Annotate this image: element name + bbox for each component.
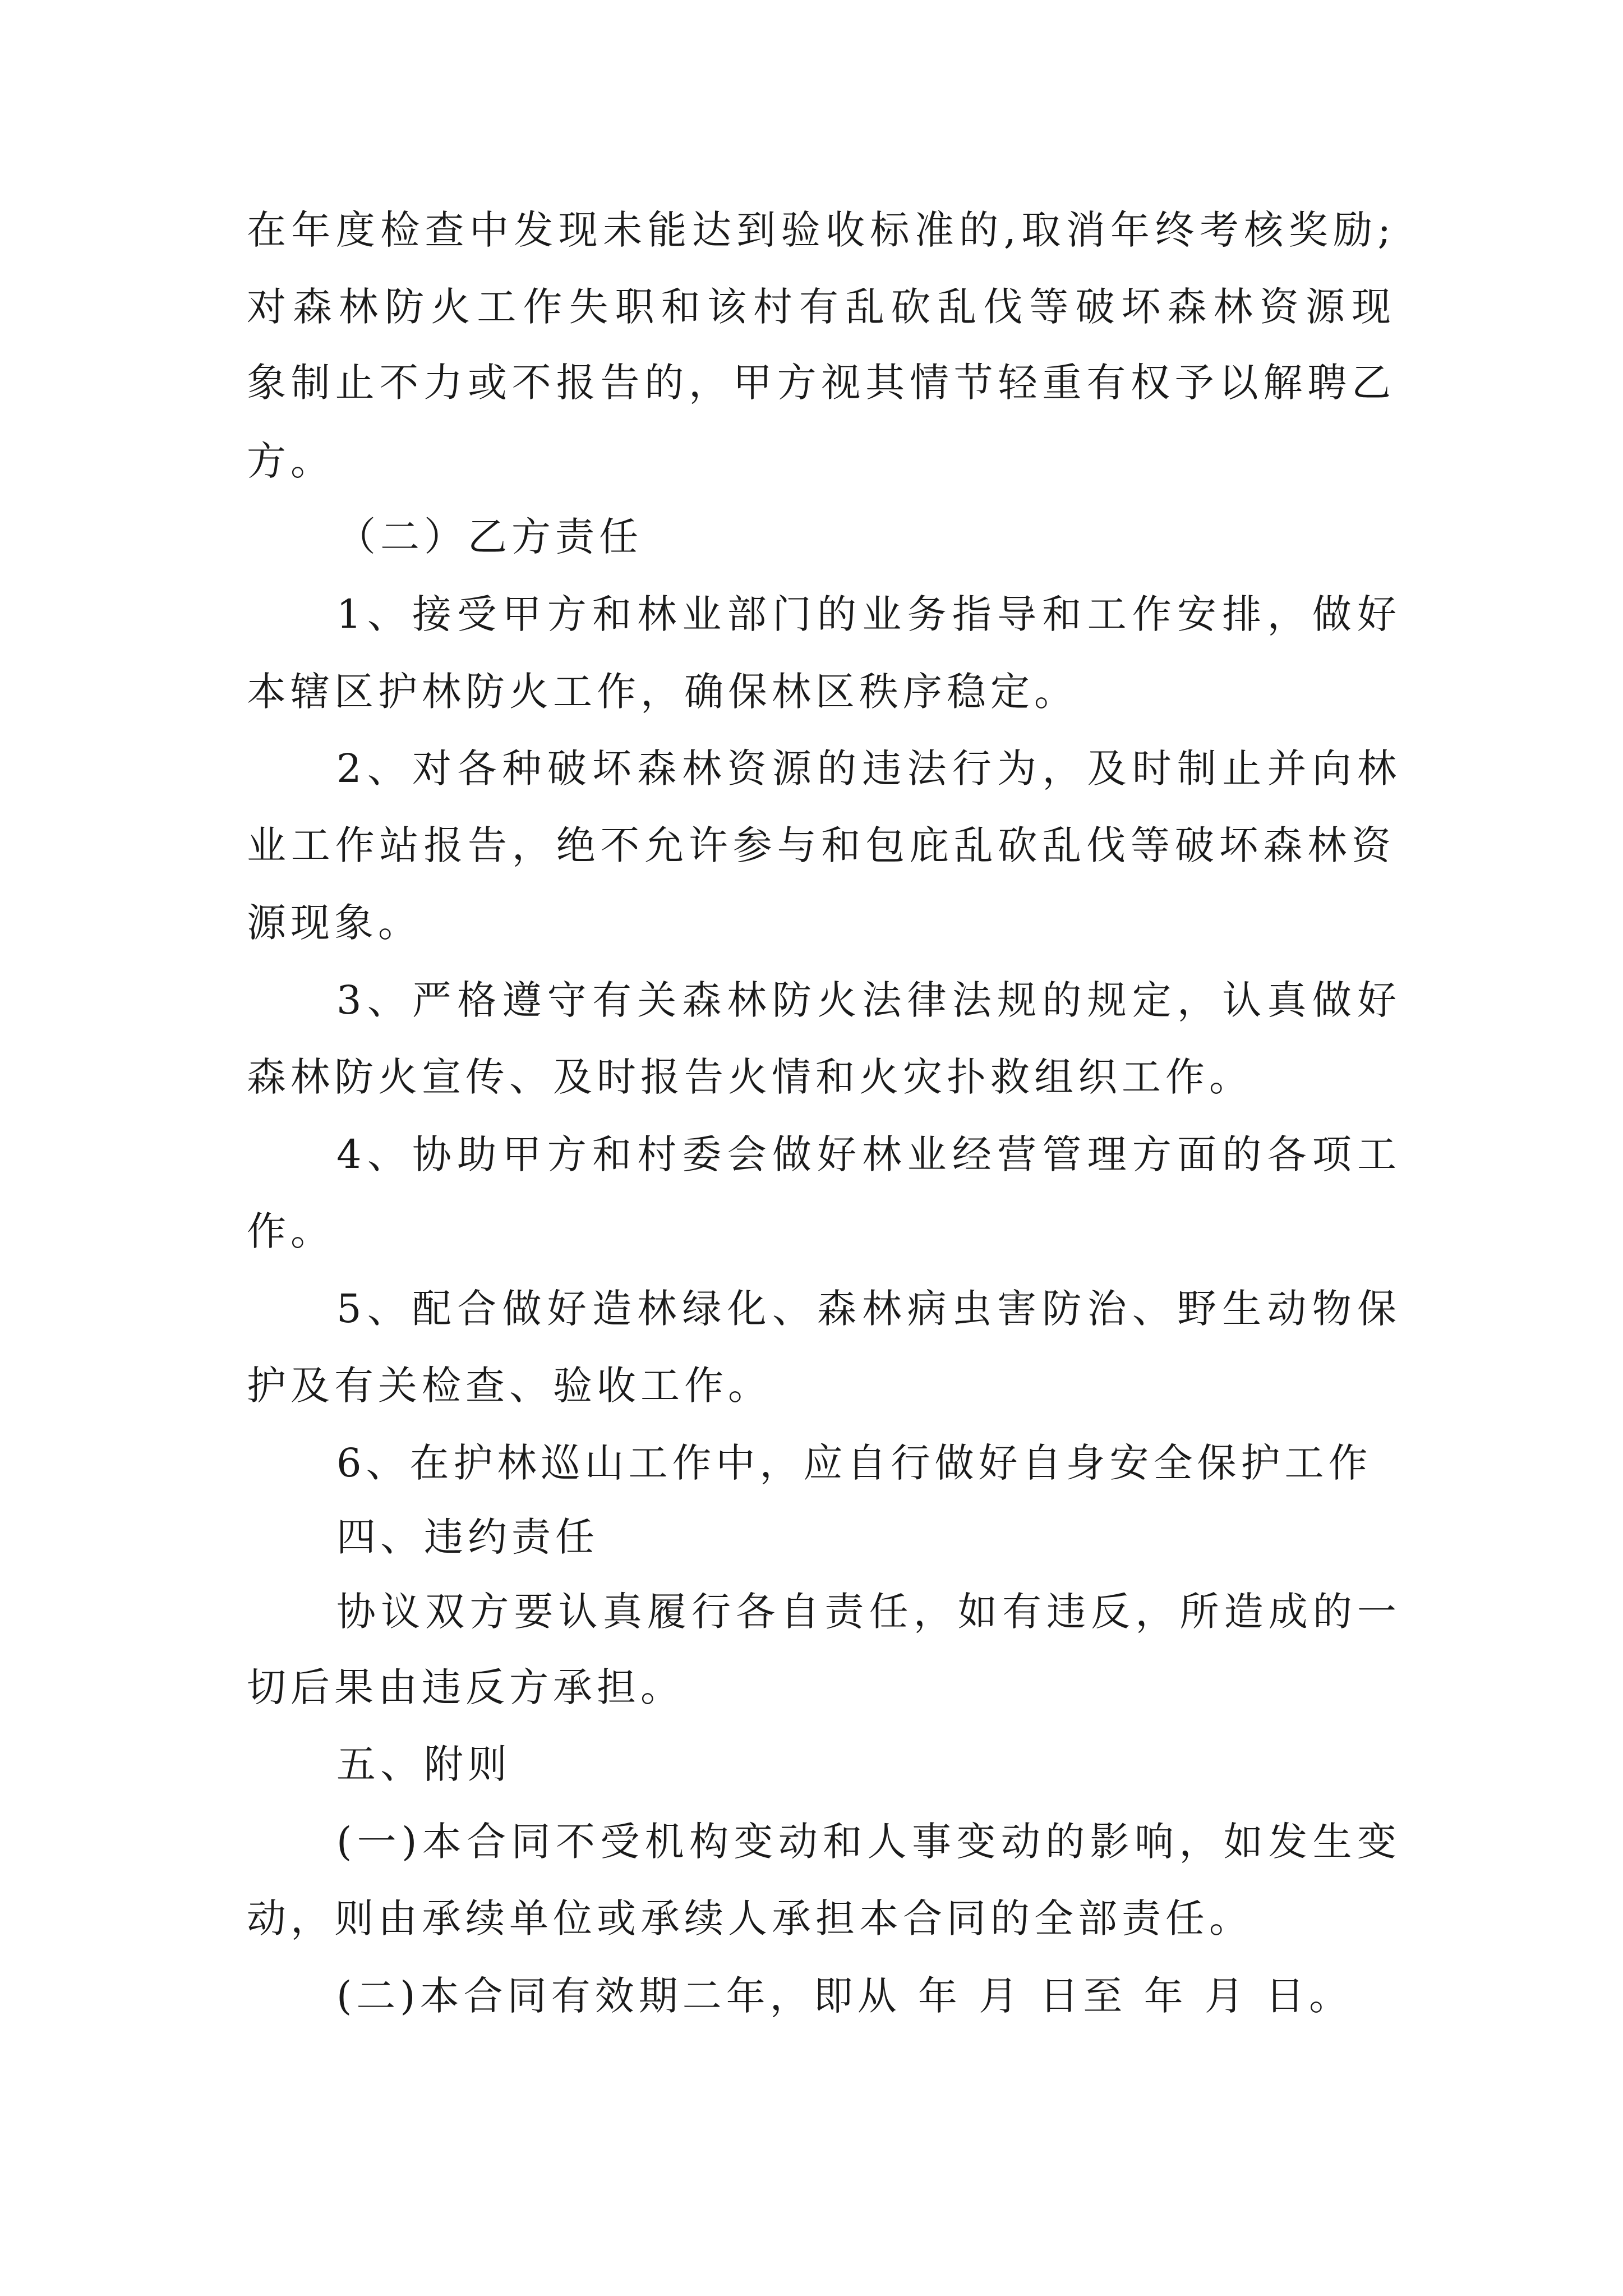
text-line: 护及有关检查、验收工作。 bbox=[247, 1363, 772, 1409]
text-line: 1、接受甲方和林业部门的业务指导和工作安排，做好 bbox=[336, 591, 1396, 637]
text-line: 方。 bbox=[247, 438, 334, 484]
section-heading: （二）乙方责任 bbox=[336, 514, 643, 560]
text-line: 在年度检查中发现未能达到验收标准的,取消年终考核奖励; bbox=[247, 207, 1391, 253]
section-heading: 四、违约责任 bbox=[336, 1514, 599, 1560]
text-line: 作。 bbox=[247, 1208, 334, 1254]
section-heading: 五、附则 bbox=[336, 1741, 511, 1787]
text-line: 5、配合做好造林绿化、森林病虫害防治、野生动物保 bbox=[336, 1286, 1396, 1332]
text-line: 对森林防火工作失职和该村有乱砍乱伐等破坏森林资源现 bbox=[247, 284, 1391, 330]
text-line: 3、严格遵守有关森林防火法律法规的规定，认真做好 bbox=[336, 977, 1396, 1023]
text-line: (一)本合同不受机构变动和人事变动的影响，如发生变 bbox=[336, 1819, 1396, 1865]
text-line: 源现象。 bbox=[247, 900, 422, 946]
text-line: 6、在护林巡山工作中，应自行做好自身安全保护工作 bbox=[336, 1440, 1372, 1486]
text-line: (二)本合同有效期二年，即从 年 月 日至 年 月 日。 bbox=[336, 1973, 1353, 2019]
text-line: 切后果由违反方承担。 bbox=[247, 1664, 684, 1710]
text-line: 森林防火宣传、及时报告火情和火灾扑救组织工作。 bbox=[247, 1054, 1253, 1100]
text-line: 动，则由承续单位或承续人承担本合同的全部责任。 bbox=[247, 1895, 1253, 1941]
text-line: 象制止不力或不报告的，甲方视其情节轻重有权予以解聘乙 bbox=[247, 360, 1391, 406]
text-line: 2、对各种破坏森林资源的违法行为，及时制止并向林 bbox=[336, 746, 1396, 792]
text-line: 4、协助甲方和村委会做好林业经营管理方面的各项工 bbox=[336, 1131, 1396, 1177]
text-line: 协议双方要认真履行各自责任，如有违反，所造成的一 bbox=[336, 1589, 1396, 1635]
text-line: 本辖区护林防火工作，确保林区秩序稳定。 bbox=[247, 669, 1078, 715]
text-line: 业工作站报告，绝不允许参与和包庇乱砍乱伐等破坏森林资 bbox=[247, 822, 1391, 868]
